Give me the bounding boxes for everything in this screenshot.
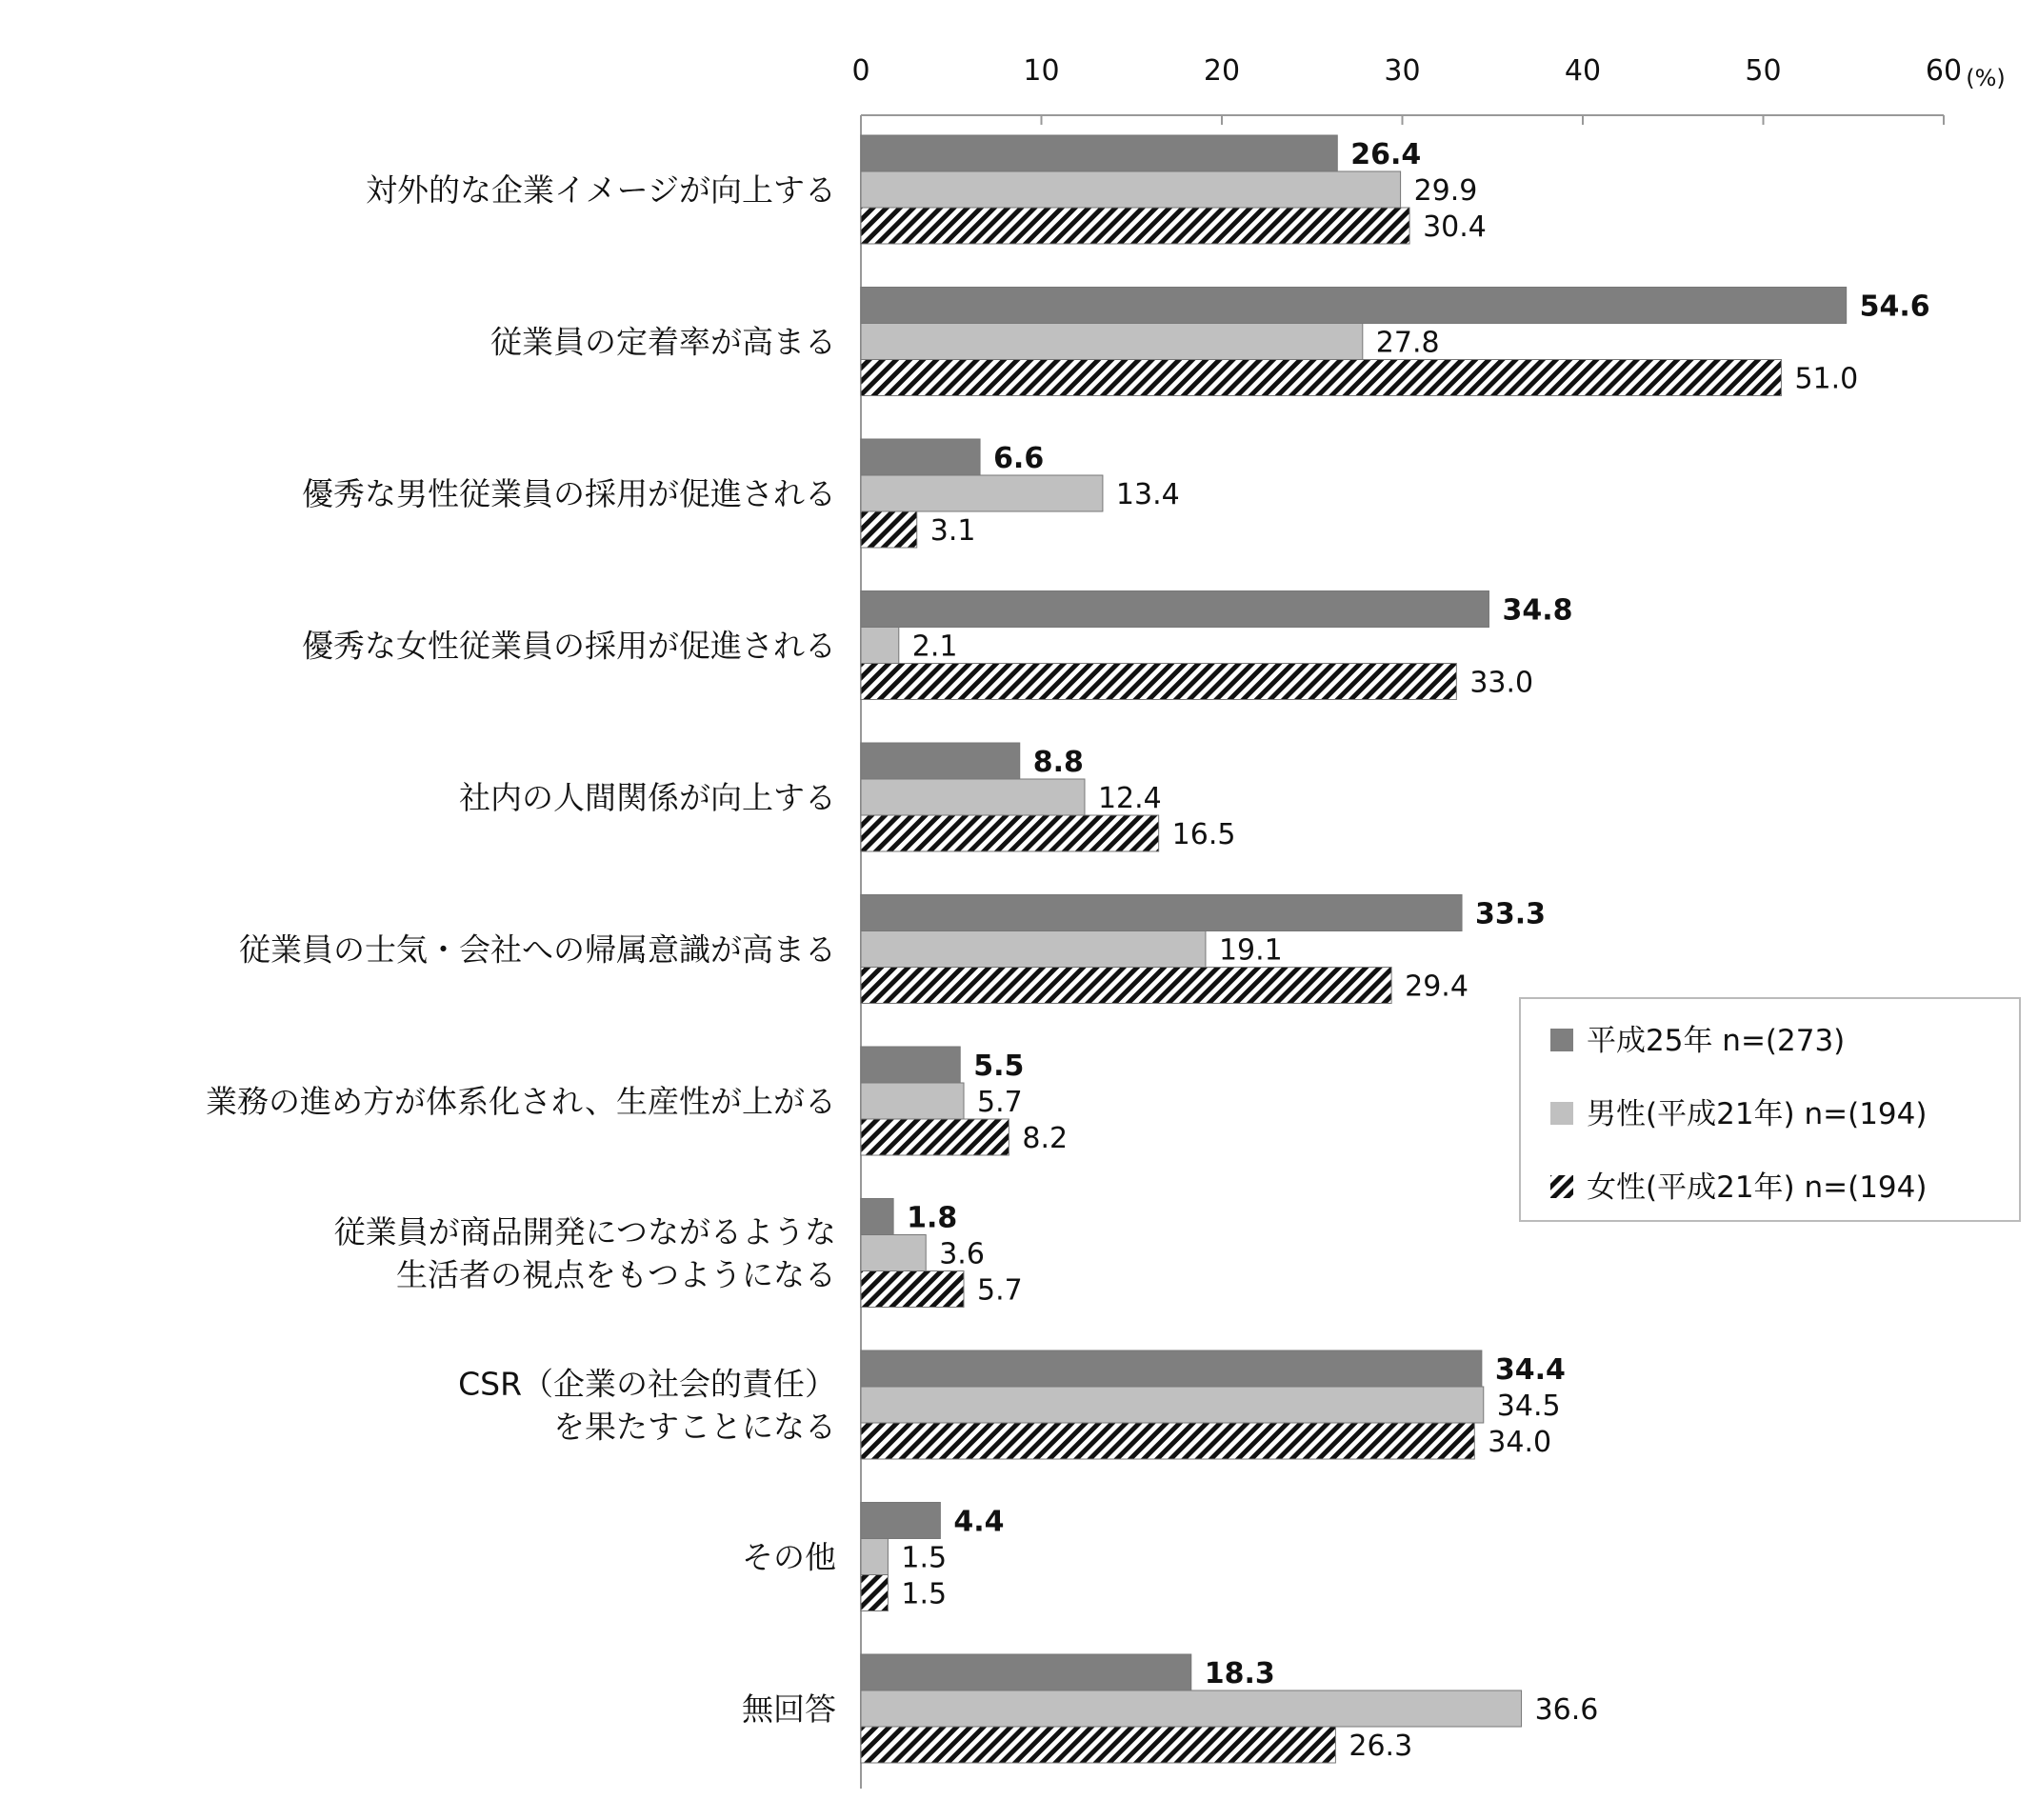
bars	[861, 135, 1930, 1763]
category-label: 従業員の士気・会社への帰属意識が高まる	[239, 930, 836, 969]
bar-3	[861, 664, 1456, 700]
data-label: 33.3	[1475, 897, 1547, 931]
legend-swatch	[1550, 1102, 1573, 1125]
data-label: 8.8	[1032, 746, 1084, 779]
legend-label: 男性(平成21年) n=(194)	[1587, 1097, 1928, 1131]
data-label: 36.6	[1534, 1693, 1599, 1727]
x-tick-label: 40	[1564, 54, 1602, 88]
data-label: 5.7	[977, 1273, 1023, 1308]
data-label: 34.0	[1488, 1426, 1552, 1459]
bar-1	[861, 895, 1462, 931]
data-label: 5.5	[973, 1050, 1025, 1083]
bar-1	[861, 135, 1337, 171]
legend	[1520, 998, 2020, 1221]
data-label: 27.8	[1375, 326, 1440, 360]
bar-1	[861, 1199, 893, 1235]
legend-swatch	[1550, 1029, 1573, 1051]
data-label: 26.3	[1349, 1730, 1413, 1763]
legend-label: 平成25年 n=(273)	[1587, 1024, 1846, 1058]
bar-3	[861, 360, 1781, 396]
data-label: 3.6	[939, 1237, 985, 1271]
data-label: 34.5	[1496, 1390, 1561, 1423]
category-label: 従業員が商品開発につながるような	[333, 1213, 836, 1250]
x-tick-label: 50	[1745, 54, 1782, 88]
data-label: 29.9	[1413, 174, 1478, 208]
bar-2	[861, 779, 1085, 815]
bar-1	[861, 591, 1489, 628]
data-label: 6.6	[993, 442, 1045, 475]
data-label: 33.0	[1469, 666, 1534, 700]
data-label: 54.6	[1859, 290, 1930, 324]
category-label: CSR（企業の社会的責任）	[458, 1365, 836, 1403]
x-tick-label: 10	[1023, 54, 1060, 88]
bar-2	[861, 1235, 926, 1271]
data-label: 12.4	[1097, 782, 1162, 815]
bar-3	[861, 815, 1159, 851]
x-tick-label: 60	[1925, 54, 1963, 88]
category-label: 無回答	[742, 1690, 836, 1728]
bar-2	[861, 324, 1363, 360]
bar-2	[861, 1690, 1522, 1727]
x-tick-label: 0	[851, 54, 870, 88]
data-label: 51.0	[1794, 362, 1859, 396]
bar-2	[861, 475, 1103, 511]
bar-1	[861, 1654, 1191, 1690]
category-label: 従業員の定着率が高まる	[490, 323, 836, 361]
category-label: 社内の人間関係が向上する	[459, 779, 836, 816]
bar-2	[861, 1539, 888, 1575]
data-label: 5.7	[977, 1086, 1023, 1119]
data-label: 26.4	[1350, 138, 1422, 171]
bar-2	[861, 171, 1401, 208]
bar-3	[861, 1423, 1474, 1459]
data-label: 19.1	[1218, 933, 1283, 968]
data-label: 1.5	[901, 1541, 948, 1575]
category-label: 業務の進め方が体系化され、生産性が上がる	[206, 1083, 836, 1120]
bar-2	[861, 931, 1206, 968]
axis-unit-label: (%)	[1966, 65, 2006, 91]
data-label: 18.3	[1204, 1657, 1275, 1690]
data-label: 3.1	[929, 514, 976, 548]
data-label: 1.8	[907, 1201, 958, 1235]
legend-swatch	[1550, 1175, 1573, 1198]
bar-3	[861, 511, 917, 548]
category-label: 対外的な企業イメージが向上する	[365, 171, 836, 209]
data-label: 34.8	[1502, 593, 1573, 628]
x-tick-label: 20	[1203, 54, 1241, 88]
bar-2	[861, 1083, 964, 1119]
bar-3	[861, 1575, 888, 1611]
data-label: 13.4	[1115, 478, 1180, 511]
bar-3	[861, 1271, 964, 1308]
category-label: 優秀な女性従業員の採用が促進される	[302, 627, 836, 665]
bar-2	[861, 1387, 1484, 1423]
legend-label: 女性(平成21年) n=(194)	[1587, 1170, 1928, 1205]
bar-2	[861, 628, 899, 664]
bar-3	[861, 968, 1391, 1004]
data-label: 2.1	[911, 630, 958, 664]
bar-1	[861, 288, 1847, 324]
bar-1	[861, 1503, 940, 1539]
data-label: 30.4	[1423, 210, 1487, 244]
category-labels	[206, 171, 836, 1728]
bar-3	[861, 1119, 1009, 1155]
bar-1	[861, 743, 1020, 779]
category-label: その他	[742, 1538, 836, 1576]
bar-1	[861, 439, 980, 475]
bar-1	[861, 1350, 1482, 1387]
category-label: 優秀な男性従業員の採用が促進される	[302, 475, 836, 512]
bar-3	[861, 208, 1409, 244]
data-label: 8.2	[1022, 1122, 1069, 1155]
data-label: 34.4	[1494, 1353, 1566, 1387]
data-label: 29.4	[1405, 970, 1469, 1004]
bar-1	[861, 1047, 960, 1083]
x-tick-label: 30	[1384, 54, 1421, 88]
data-label: 1.5	[901, 1577, 948, 1611]
data-label: 4.4	[953, 1505, 1005, 1539]
category-label: 生活者の視点をもつようになる	[396, 1256, 836, 1293]
data-label: 16.5	[1171, 818, 1236, 851]
category-label: を果たすことになる	[553, 1408, 836, 1446]
bar-3	[861, 1727, 1335, 1763]
